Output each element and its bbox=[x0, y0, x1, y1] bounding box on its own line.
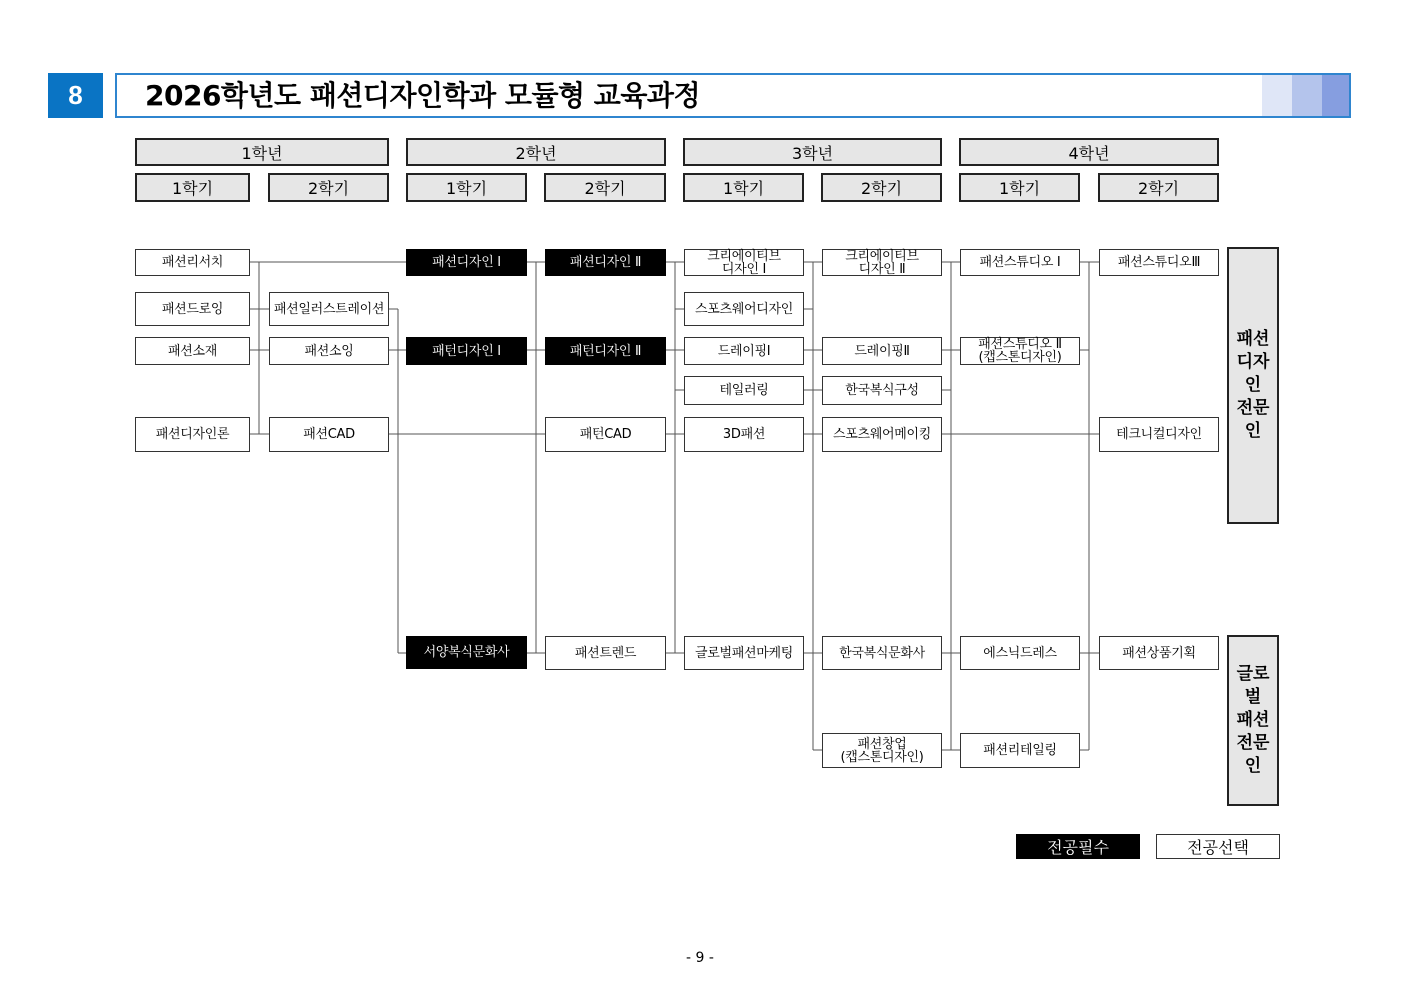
course-sportswear-making: 스포츠웨어메이킹 bbox=[822, 417, 942, 452]
semester-header-3-2: 2학기 bbox=[821, 173, 942, 202]
year-header-3: 3학년 bbox=[683, 138, 942, 166]
course-fashion-design-2: 패션디자인 Ⅱ bbox=[545, 249, 666, 276]
course-fashion-trend: 패션트렌드 bbox=[545, 636, 666, 670]
course-fashion-design-1: 패션디자인 Ⅰ bbox=[406, 249, 527, 276]
course-creative-design-2 bbox=[822, 249, 942, 276]
semester-header-4-2: 2학기 bbox=[1098, 173, 1219, 202]
course-3d-fashion: 3D패션 bbox=[684, 417, 804, 452]
course-fashion-cad: 패션CAD bbox=[269, 417, 389, 452]
page-title: 2026학년도 패션디자인학과 모듈형 교육과정 bbox=[145, 79, 700, 112]
course-fashion-design-theory: 패션디자인론 bbox=[135, 417, 250, 452]
course-creative-design-2-line2: 디자인 Ⅱ bbox=[858, 261, 906, 277]
career-global-fashion-specialist bbox=[1227, 635, 1279, 806]
course-creative-design-1-line1: 크리에이티브 bbox=[707, 248, 781, 264]
course-korean-costume-construction: 한국복식구성 bbox=[822, 376, 942, 405]
career-fashion-design-specialist bbox=[1227, 247, 1279, 524]
course-fashion-startup bbox=[822, 733, 942, 768]
course-fashion-studio-3: 패션스튜디오Ⅲ bbox=[1099, 249, 1219, 276]
course-ethnic-dress: 에스닉드레스 bbox=[960, 636, 1080, 670]
course-creative-design-1-line2: 디자인 Ⅰ bbox=[721, 261, 767, 277]
section-number-badge: 8 bbox=[48, 73, 103, 118]
course-fashion-studio-2 bbox=[960, 337, 1080, 365]
legend-elective: 전공선택 bbox=[1156, 834, 1280, 859]
course-fashion-studio-1: 패션스튜디오 Ⅰ bbox=[960, 249, 1080, 276]
course-pattern-design-2: 패턴디자인 Ⅱ bbox=[545, 337, 666, 365]
year-header-1: 1학년 bbox=[135, 138, 389, 166]
year-header-4: 4학년 bbox=[959, 138, 1219, 166]
career-design-line1: 패션 bbox=[1236, 329, 1270, 349]
course-creative-design-2-line1: 크리에이티브 bbox=[845, 248, 919, 264]
course-tailoring: 테일러링 bbox=[684, 376, 804, 405]
course-fashion-research: 패션리서치 bbox=[135, 249, 250, 276]
career-global-line2: 패션 bbox=[1236, 710, 1270, 730]
semester-header-4-1: 1학기 bbox=[959, 173, 1080, 202]
semester-header-2-2: 2학기 bbox=[544, 173, 666, 202]
course-pattern-cad: 패턴CAD bbox=[545, 417, 666, 452]
course-technical-design: 테크니컬디자인 bbox=[1099, 417, 1219, 452]
career-design-line2: 디자인 bbox=[1236, 352, 1270, 395]
course-sportswear-design: 스포츠웨어디자인 bbox=[684, 292, 804, 326]
semester-header-2-1: 1학기 bbox=[406, 173, 527, 202]
page-number: - 9 - bbox=[686, 950, 714, 966]
course-fashion-material: 패션소재 bbox=[135, 337, 250, 365]
semester-header-3-1: 1학기 bbox=[683, 173, 804, 202]
course-fashion-studio-2-line2: (캡스톤디자인) bbox=[978, 350, 1062, 365]
legend-required: 전공필수 bbox=[1016, 834, 1140, 859]
course-fashion-merchandising: 패션상품기획 bbox=[1099, 636, 1219, 670]
course-fashion-startup-line1: 패션창업 bbox=[857, 736, 907, 752]
course-fashion-studio-2-line1: 패션스튜디오 Ⅱ bbox=[978, 337, 1062, 352]
semester-header-1-2: 2학기 bbox=[268, 173, 389, 202]
career-design-line3: 전문인 bbox=[1236, 398, 1270, 441]
course-western-costume-history: 서양복식문화사 bbox=[406, 636, 527, 669]
career-global-line3: 전문인 bbox=[1236, 733, 1270, 776]
semester-header-1-1: 1학기 bbox=[135, 173, 250, 202]
course-creative-design-1 bbox=[684, 249, 804, 276]
course-fashion-startup-line2: (캡스톤디자인) bbox=[840, 749, 924, 765]
career-global-line1: 글로벌 bbox=[1236, 664, 1270, 707]
course-fashion-sewing: 패션소잉 bbox=[269, 337, 389, 365]
course-pattern-design-1: 패턴디자인 Ⅰ bbox=[406, 337, 527, 365]
course-global-fashion-marketing: 글로벌패션마케팅 bbox=[684, 636, 804, 670]
course-fashion-retailing: 패션리테일링 bbox=[960, 733, 1080, 768]
course-draping-1: 드레이핑Ⅰ bbox=[684, 337, 804, 365]
course-korean-costume-history: 한국복식문화사 bbox=[822, 636, 942, 670]
course-fashion-drawing: 패션드로잉 bbox=[135, 292, 250, 326]
course-draping-2: 드레이핑Ⅱ bbox=[822, 337, 942, 365]
course-fashion-illustration: 패션일러스트레이션 bbox=[269, 292, 389, 326]
year-header-2: 2학년 bbox=[406, 138, 666, 166]
